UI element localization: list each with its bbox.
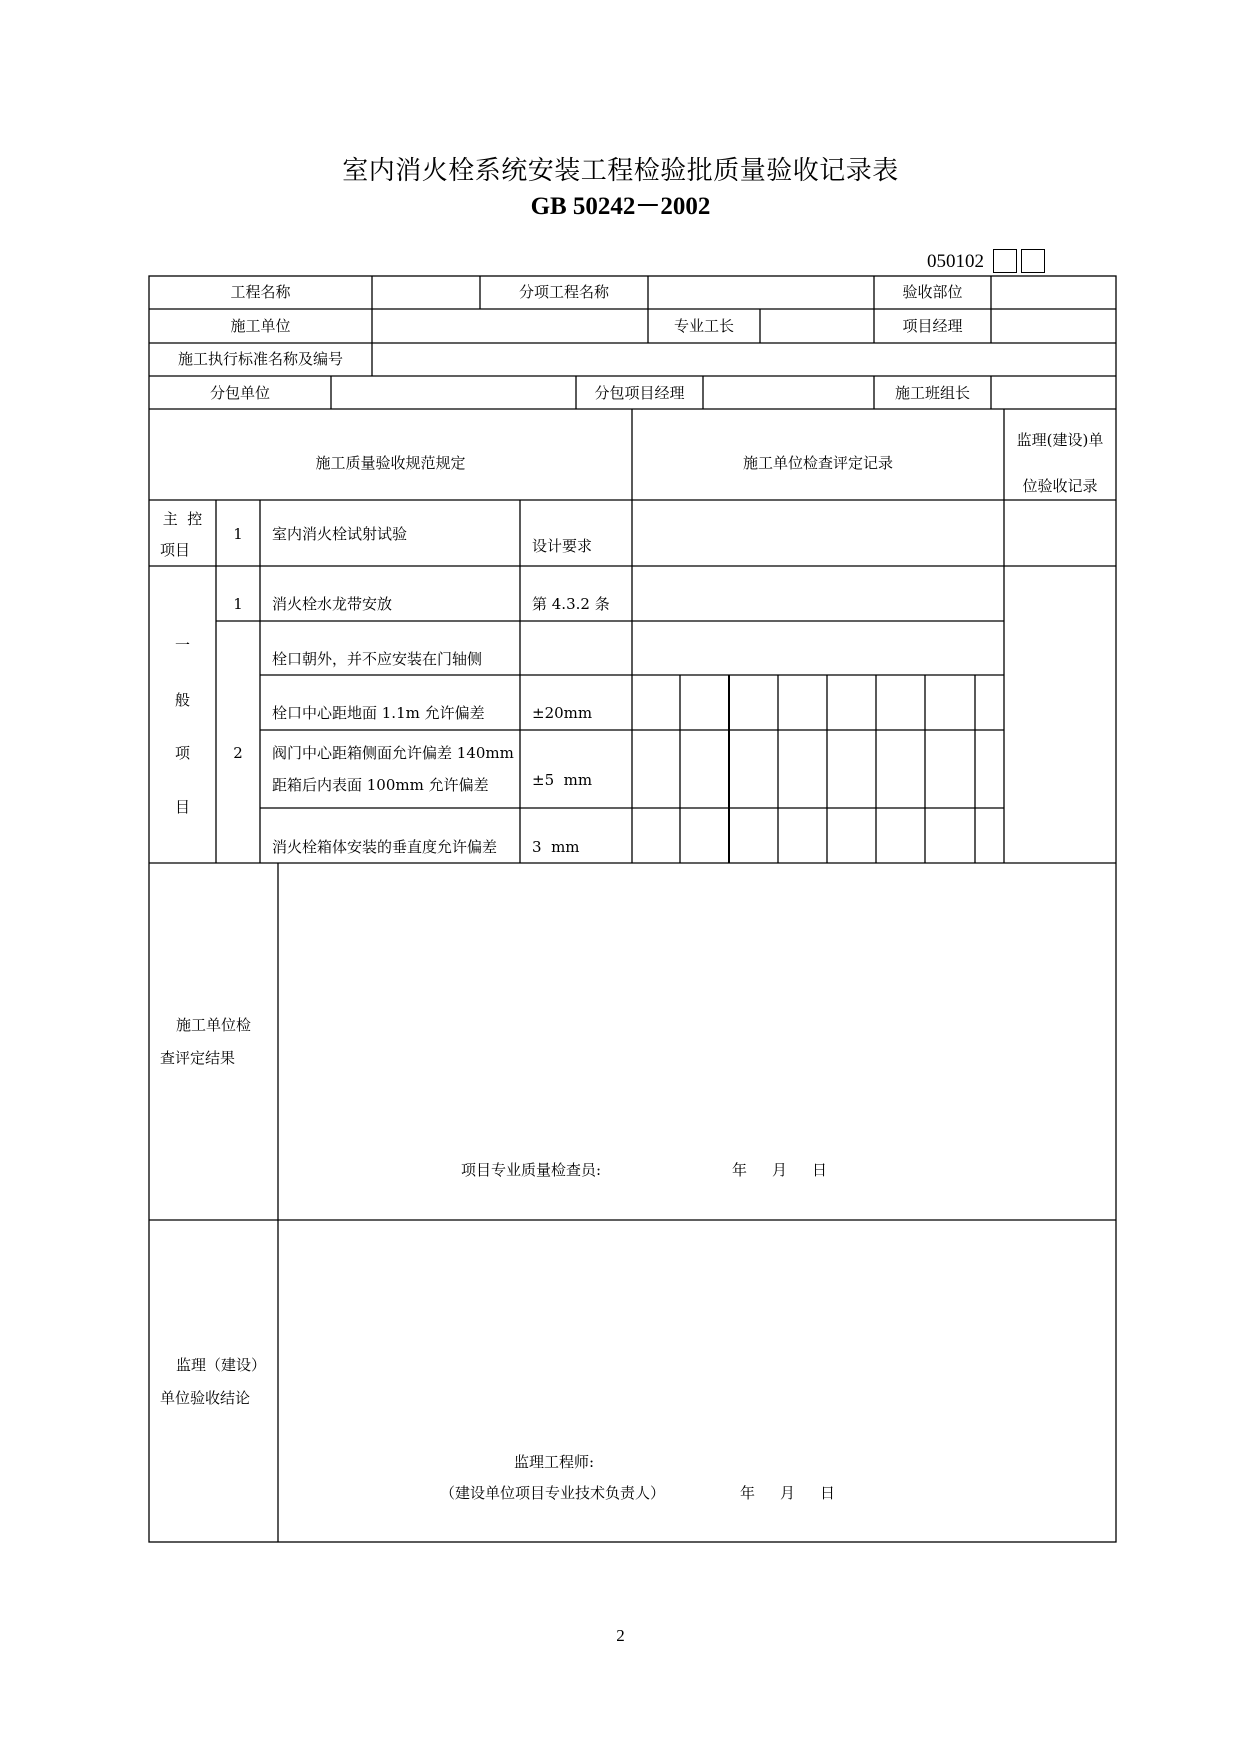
general-item-1: 消火栓水龙带安放: [272, 595, 393, 613]
construction-unit-label: 施工单位: [230, 317, 291, 335]
general-req-2c: ±5 mm: [532, 771, 593, 789]
general-label-2: 般: [174, 691, 190, 709]
project-name-label: 工程名称: [230, 283, 291, 301]
conclusion-label-line2: 单位验收结论: [160, 1389, 251, 1407]
general-no-1: 1: [233, 595, 243, 613]
supervising-engineer-label: 监理工程师:: [514, 1453, 595, 1471]
conclusion-day: 日: [820, 1484, 836, 1502]
result-month: 月: [772, 1161, 788, 1179]
main-control-label-line1: 主 控: [162, 510, 203, 528]
main-control-requirement: 设计要求: [532, 537, 593, 555]
spec-header: 施工质量验收规范规定: [315, 454, 466, 472]
main-control-label-line2: 项目: [160, 541, 191, 559]
general-label-3: 项: [174, 744, 190, 762]
conclusion-label-line1: 监理（建设）: [176, 1356, 267, 1374]
general-req-2b: ±20mm: [532, 704, 593, 722]
acceptance-part-label: 验收部位: [902, 283, 963, 301]
subcontract-unit-label: 分包单位: [209, 384, 270, 402]
sub-project-name-label: 分项工程名称: [518, 283, 609, 301]
foreman-label: 专业工长: [673, 317, 734, 335]
owner-responsible-label: （建设单位项目专业技术负责人）: [440, 1484, 666, 1502]
conclusion-month: 月: [780, 1484, 796, 1502]
general-item-2c-line1: 阀门中心距箱侧面允许偏差 140mm: [272, 744, 514, 762]
record-header: 施工单位检查评定记录: [742, 454, 893, 472]
result-label-line2: 查评定结果: [160, 1049, 236, 1067]
general-req-2d: 3 mm: [532, 838, 580, 856]
project-manager-label: 项目经理: [902, 317, 963, 335]
supervision-header-line2: 位验收记录: [1022, 477, 1098, 495]
document-title: 室内消火栓系统安装工程检验批质量验收记录表: [342, 156, 899, 186]
quality-inspector-label: 项目专业质量检查员:: [461, 1161, 602, 1179]
general-item-2c-line2: 距箱后内表面 100mm 允许偏差: [272, 776, 489, 794]
general-item-2a: 栓口朝外，并不应安装在门轴侧: [272, 650, 483, 668]
general-item-2b: 栓口中心距地面 1.1m 允许偏差: [272, 704, 485, 722]
supervision-header-line1: 监理(建设)单: [1016, 431, 1104, 449]
result-label-line1: 施工单位检: [176, 1016, 252, 1034]
subcontract-manager-label: 分包项目经理: [594, 384, 685, 402]
result-day: 日: [812, 1161, 828, 1179]
team-leader-label: 施工班组长: [894, 384, 970, 402]
standard-name-label: 施工执行标准名称及编号: [177, 350, 343, 368]
general-label-4: 目: [174, 798, 190, 816]
main-control-no: 1: [233, 525, 243, 543]
form-code: 050102: [927, 251, 984, 272]
result-year: 年: [732, 1161, 748, 1179]
page-number: 2: [616, 1626, 625, 1645]
general-item-2d: 消火栓箱体安装的垂直度允许偏差: [272, 838, 498, 856]
general-label-1: 一: [174, 636, 190, 654]
conclusion-year: 年: [740, 1484, 756, 1502]
general-req-1: 第 4.3.2 条: [532, 595, 610, 613]
standard-number: GB 50242－2002: [530, 193, 711, 220]
main-control-item: 室内消火栓试射试验: [272, 525, 408, 543]
general-no-2: 2: [233, 744, 243, 762]
